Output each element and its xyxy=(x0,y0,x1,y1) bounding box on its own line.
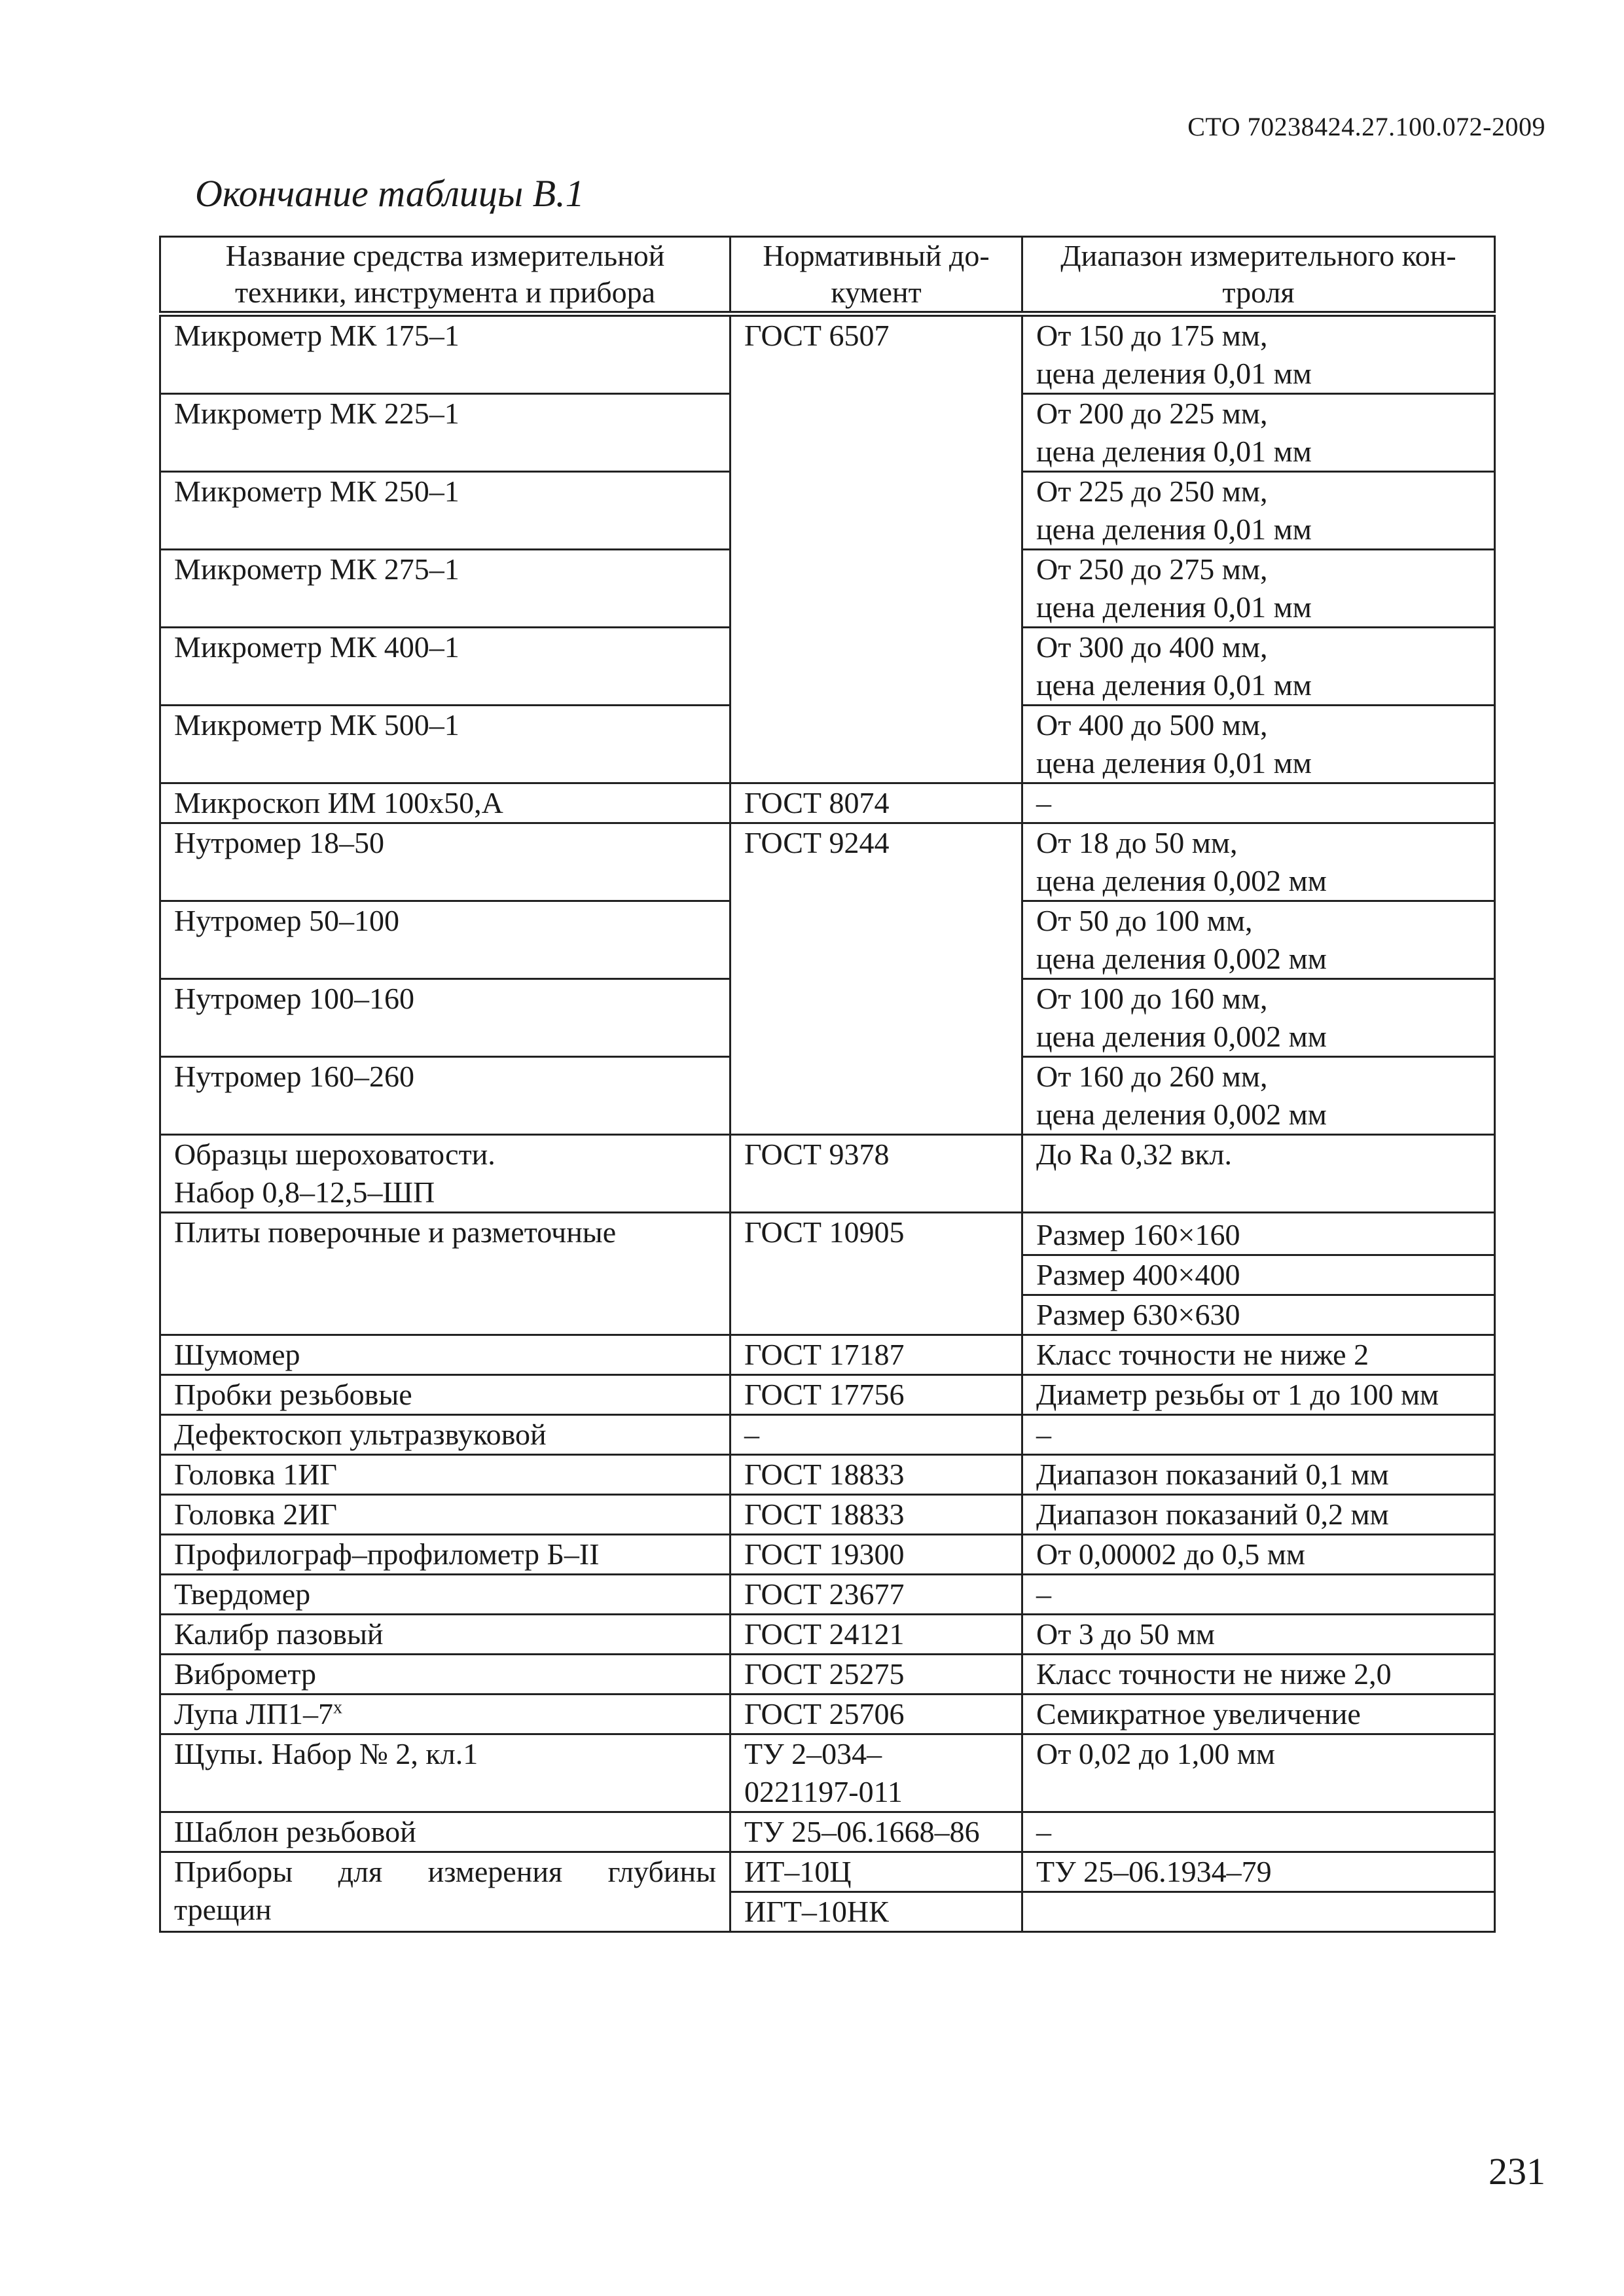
table-caption: Окончание таблицы В.1 xyxy=(195,172,585,215)
instrument-name: Пробки резьбовые xyxy=(160,1375,731,1415)
instrument-name: Микрометр МК 275–1 xyxy=(160,550,731,628)
table-row xyxy=(160,1655,1495,1695)
control-range: Класс точности не ниже 2 xyxy=(1022,1335,1495,1375)
instrument-name: Головка 1ИГ xyxy=(160,1455,731,1495)
table-row xyxy=(160,1575,1495,1615)
normative-document: ГОСТ 9244 xyxy=(731,823,1022,1135)
control-range: От 0,00002 до 0,5 мм xyxy=(1022,1535,1495,1575)
instrument-name: Нутромер 160–260 xyxy=(160,1057,731,1135)
instrument-name: Микрометр МК 225–1 xyxy=(160,394,731,472)
control-range: – xyxy=(1022,783,1495,823)
instrument-name: Микрометр МК 500–1 xyxy=(160,706,731,783)
normative-document: ГОСТ 19300 xyxy=(731,1535,1022,1575)
control-range: От 3 до 50 мм xyxy=(1022,1615,1495,1655)
table-row xyxy=(160,1335,1495,1375)
control-range: Размер 160×160 xyxy=(1022,1213,1495,1255)
header-instrument-name: Название средства измерительной техники, инструмента и прибора xyxy=(160,237,731,314)
instrument-name: Нутромер 50–100 xyxy=(160,901,731,979)
control-range: До Ra 0,32 вкл. xyxy=(1022,1135,1495,1213)
normative-document: – xyxy=(731,1415,1022,1455)
normative-document: ТУ 2–034– 0221197-011 xyxy=(731,1734,1022,1812)
table-row xyxy=(160,1812,1495,1852)
instrument-name: Калибр пазовый xyxy=(160,1615,731,1655)
table-row xyxy=(160,1455,1495,1495)
document-code: СТО 70238424.27.100.072-2009 xyxy=(1187,112,1545,141)
normative-document: ГОСТ 18833 xyxy=(731,1455,1022,1495)
control-range: Диапазон показаний 0,1 мм xyxy=(1022,1455,1495,1495)
control-range: От 18 до 50 мм, цена деления 0,002 мм xyxy=(1022,823,1495,901)
normative-document: ГОСТ 17187 xyxy=(731,1335,1022,1375)
control-range: От 250 до 275 мм, цена деления 0,01 мм xyxy=(1022,550,1495,628)
normative-document: ГОСТ 8074 xyxy=(731,783,1022,823)
control-range: Диаметр резьбы от 1 до 100 мм xyxy=(1022,1375,1495,1415)
table-row xyxy=(160,1375,1495,1415)
normative-document: ГОСТ 25706 xyxy=(731,1695,1022,1734)
table-row xyxy=(160,1535,1495,1575)
instrument-name: Дефектоскоп ультразвуковой xyxy=(160,1415,731,1455)
instrument-name: Щупы. Набор № 2, кл.1 xyxy=(160,1734,731,1812)
control-range: От 50 до 100 мм, цена деления 0,002 мм xyxy=(1022,901,1495,979)
control-range: ТУ 25–06.1934–79 xyxy=(1022,1852,1495,1892)
instrument-name: Лупа $ЛП1-7^х$ xyxy=(160,1695,731,1734)
control-range: Диапазон показаний 0,2 мм xyxy=(1022,1495,1495,1535)
instrument-name: Профилограф–профилометр Б–II xyxy=(160,1535,731,1575)
table-row xyxy=(160,314,1495,394)
control-range: От 100 до 160 мм, цена деления 0,002 мм xyxy=(1022,979,1495,1057)
control-range: – xyxy=(1022,1415,1495,1455)
instrument-name: Микрометр МК 250–1 xyxy=(160,472,731,550)
normative-document: ИТ–10Ц xyxy=(731,1852,1022,1892)
table-row xyxy=(160,823,1495,901)
instrument-name: Микрометр МК 175–1 xyxy=(160,314,731,394)
normative-document: ГОСТ 9378 xyxy=(731,1135,1022,1213)
control-range: – xyxy=(1022,1575,1495,1615)
table-header-row xyxy=(160,237,1495,314)
normative-document: ГОСТ 24121 xyxy=(731,1615,1022,1655)
table-row xyxy=(160,1135,1495,1213)
normative-document: ТУ 25–06.1668–86 xyxy=(731,1812,1022,1852)
control-range: Семикратное увеличение xyxy=(1022,1695,1495,1734)
normative-document: ГОСТ 17756 xyxy=(731,1375,1022,1415)
instrument-name: Микрометр МК 400–1 xyxy=(160,628,731,706)
instrument-name: Плиты поверочные и разметочные xyxy=(160,1213,731,1335)
header-normative-document: Нормативный до-кумент xyxy=(731,237,1022,314)
table-row xyxy=(160,1695,1495,1734)
control-range: От 225 до 250 мм, цена деления 0,01 мм xyxy=(1022,472,1495,550)
page-number: 231 xyxy=(1489,2150,1545,2193)
table-row xyxy=(160,1415,1495,1455)
normative-document: ГОСТ 18833 xyxy=(731,1495,1022,1535)
control-range: Класс точности не ниже 2,0 xyxy=(1022,1655,1495,1695)
control-range: От 300 до 400 мм, цена деления 0,01 мм xyxy=(1022,628,1495,706)
table-row xyxy=(160,1734,1495,1812)
normative-document: ГОСТ 23677 xyxy=(731,1575,1022,1615)
instrument-name: Твердомер xyxy=(160,1575,731,1615)
normative-document: ГОСТ 10905 xyxy=(731,1213,1022,1335)
control-range: От 150 до 175 мм, цена деления 0,01 мм xyxy=(1022,314,1495,394)
header-control-range: Диапазон измерительного кон-троля xyxy=(1022,237,1495,314)
instrument-name: Приборы для измерения глубины трещин xyxy=(160,1852,731,1932)
instrument-name: Микроскоп ИМ 100х50,А xyxy=(160,783,731,823)
control-range: От 0,02 до 1,00 мм xyxy=(1022,1734,1495,1812)
control-range: От 400 до 500 мм, цена деления 0,01 мм xyxy=(1022,706,1495,783)
instrument-name: Нутромер 100–160 xyxy=(160,979,731,1057)
instrument-name: Шумомер xyxy=(160,1335,731,1375)
measuring-instruments-table xyxy=(159,236,1496,1933)
normative-document: ИГТ–10НК xyxy=(731,1892,1022,1932)
instrument-name: Образцы шероховатости. Набор 0,8–12,5–ШП xyxy=(160,1135,731,1213)
table-row xyxy=(160,1495,1495,1535)
table-row xyxy=(160,783,1495,823)
control-range: От 160 до 260 мм, цена деления 0,002 мм xyxy=(1022,1057,1495,1135)
instrument-name: Шаблон резьбовой xyxy=(160,1812,731,1852)
instrument-name: Головка 2ИГ xyxy=(160,1495,731,1535)
control-range xyxy=(1022,1892,1495,1932)
control-range: Размер 400×400 xyxy=(1022,1255,1495,1295)
table-row xyxy=(160,1852,1495,1892)
control-range: – xyxy=(1022,1812,1495,1852)
control-range: Размер 630×630 xyxy=(1022,1295,1495,1335)
normative-document: ГОСТ 25275 xyxy=(731,1655,1022,1695)
instrument-name: Нутромер 18–50 xyxy=(160,823,731,901)
normative-document: ГОСТ 6507 xyxy=(731,314,1022,783)
table-row xyxy=(160,1615,1495,1655)
table-row xyxy=(160,1213,1495,1255)
control-range: От 200 до 225 мм, цена деления 0,01 мм xyxy=(1022,394,1495,472)
instrument-name: Виброметр xyxy=(160,1655,731,1695)
